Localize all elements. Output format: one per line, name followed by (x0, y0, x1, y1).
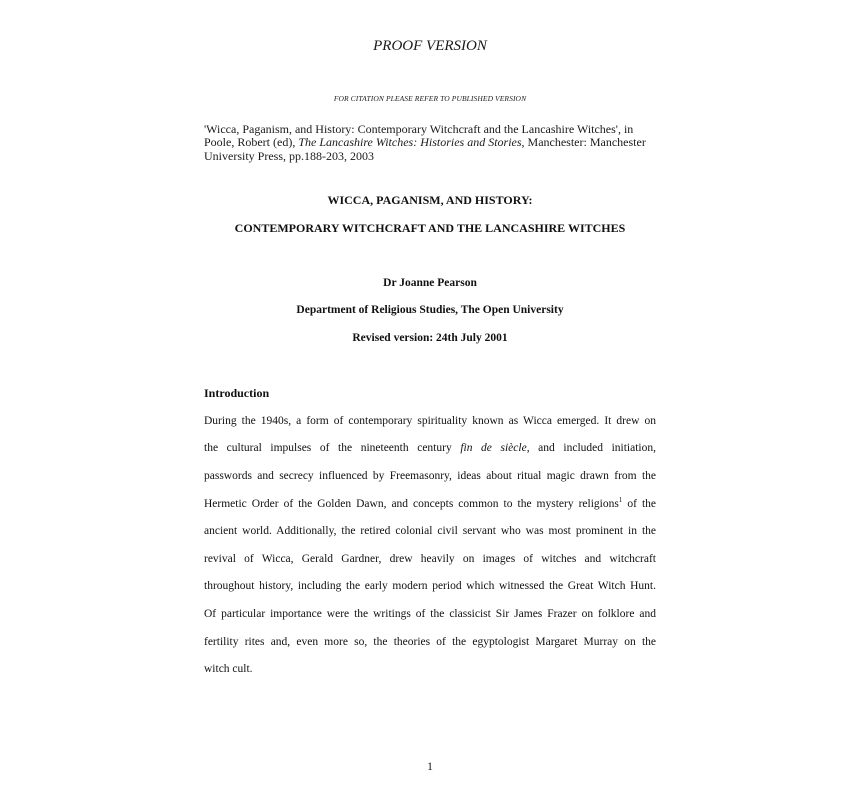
proof-version-label: PROOF VERSION (373, 38, 487, 54)
citation-note: FOR CITATION PLEASE REFER TO PUBLISHED VERSION (333, 94, 527, 103)
body-line (204, 440, 656, 456)
reference-line-2 (204, 136, 656, 149)
body-line: witch cult. (204, 663, 253, 675)
body-line: passwords and secrecy influenced by Freemasonry, ideas about ritual magic drawn from the (204, 470, 656, 482)
citation-reference (204, 123, 656, 163)
body-line (204, 496, 656, 512)
body-line: revival of Wicca, Gerald Gardner, drew heavily on images of witches and witchcraft (204, 553, 656, 565)
author-department: Department of Religious Studies, The Open University (296, 304, 564, 316)
reference-line-1: 'Wicca, Paganism, and History: Contemporary Witchcraft and the Lancashire Witches', in (204, 122, 634, 136)
body-line: fertility rites and, even more so, the theories of the egyptologist Margaret Murray on the (204, 636, 656, 648)
body-line: ancient world. Additionally, the retired colonial civil servant who was most prominent in the (204, 525, 656, 537)
paper-title: WICCA, PAGANISM, AND HISTORY: (327, 193, 533, 207)
body-line: During the 1940s, a form of contemporary spirituality known as Wicca emerged. It drew on (204, 415, 656, 427)
body-text: , and included initiation, (526, 442, 656, 454)
body-text: Hermetic Order of the Golden Dawn, and concepts common to the mystery religions (204, 498, 619, 510)
italic-phrase: fin de siècle (460, 442, 527, 454)
author-name: Dr Joanne Pearson (383, 277, 477, 289)
body-text: of the (622, 498, 656, 510)
revision-date: Revised version: 24th July 2001 (352, 332, 508, 344)
body-line: Of particular importance were the writings of the classicist Sir James Frazer on folklore and (204, 608, 656, 620)
book-title: The Lancashire Witches: Histories and Stories (298, 135, 522, 150)
page-number: 1 (427, 761, 433, 773)
body-text: the cultural impulses of the nineteenth century (204, 442, 461, 454)
paper-subtitle: CONTEMPORARY WITCHCRAFT AND THE LANCASHIRE WITCHES (234, 221, 626, 235)
reference-line-2-start: Poole, Robert (ed), (204, 135, 299, 150)
section-heading-introduction: Introduction (204, 386, 270, 400)
reference-line-2-end: , Manchester: Manchester (521, 135, 646, 150)
footnote-marker[interactable]: 1 (618, 496, 623, 505)
body-line: throughout history, including the early modern period which witnessed the Great Witch Hunt. (204, 580, 656, 592)
reference-line-3: University Press, pp.188-203, 2003 (204, 148, 374, 163)
